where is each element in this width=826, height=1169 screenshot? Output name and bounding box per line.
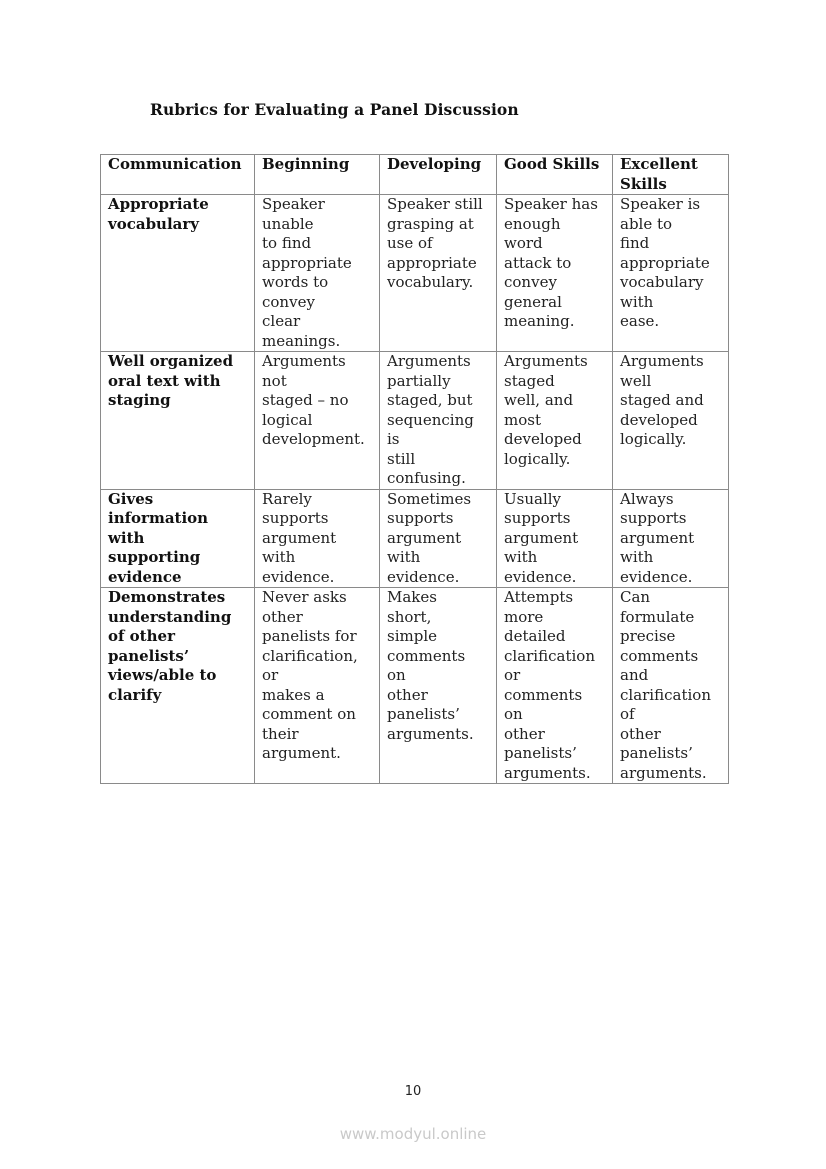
criterion-cell: Gives information with supporting evidence [101,489,255,588]
developing-cell: Makes short, simple comments on other panelists’ arguments. [380,588,497,784]
good-skills-cell: Arguments staged well, and most developed logically. [497,352,613,490]
table-row [101,195,729,352]
good-skills-cell: Speaker has enough word attack to convey general meaning. [497,195,613,352]
header-communication: Communication [101,155,255,195]
excellent-skills-cell: Speaker is able to find appropriate vocabulary with ease. [613,195,729,352]
table-row [101,489,729,588]
criterion-cell: Well organized oral text with staging [101,352,255,490]
criterion-cell: Appropriate vocabulary [101,195,255,352]
table-row [101,588,729,784]
beginning-cell: Arguments not staged – no logical development. [255,352,380,490]
header-good-skills: Good Skills [497,155,613,195]
good-skills-cell: Usually supports argument with evidence. [497,489,613,588]
beginning-cell: Never asks other panelists for clarification, or makes a comment on their argument. [255,588,380,784]
page-number: 10 [404,1084,422,1099]
beginning-cell: Speaker unable to find appropriate words to convey clear meanings. [255,195,380,352]
developing-cell: Sometimes supports argument with evidence. [380,489,497,588]
excellent-skills-cell: Always supports argument with evidence. [613,489,729,588]
beginning-cell: Rarely supports argument with evidence. [255,489,380,588]
developing-cell: Speaker still grasping at use of appropriate vocabulary. [380,195,497,352]
good-skills-cell: Attempts more detailed clarification or comments on other panelists’ arguments. [497,588,613,784]
criterion-cell: Demonstrates understanding of other panelists’ views/able to clarify [101,588,255,784]
document-title: Rubrics for Evaluating a Panel Discussion [150,100,519,119]
rubric-table [100,154,729,784]
header-beginning: Beginning [255,155,380,195]
header-developing: Developing [380,155,497,195]
header-row [101,155,729,195]
table-row [101,352,729,490]
developing-cell: Arguments partially staged, but sequencing is still confusing. [380,352,497,490]
watermark: www.modyul.online [339,1125,487,1143]
excellent-skills-cell: Arguments well staged and developed logically. [613,352,729,490]
header-excellent-skills: Excellent Skills [613,155,729,195]
excellent-skills-cell: Can formulate precise comments and clarification of other panelists’ arguments. [613,588,729,784]
